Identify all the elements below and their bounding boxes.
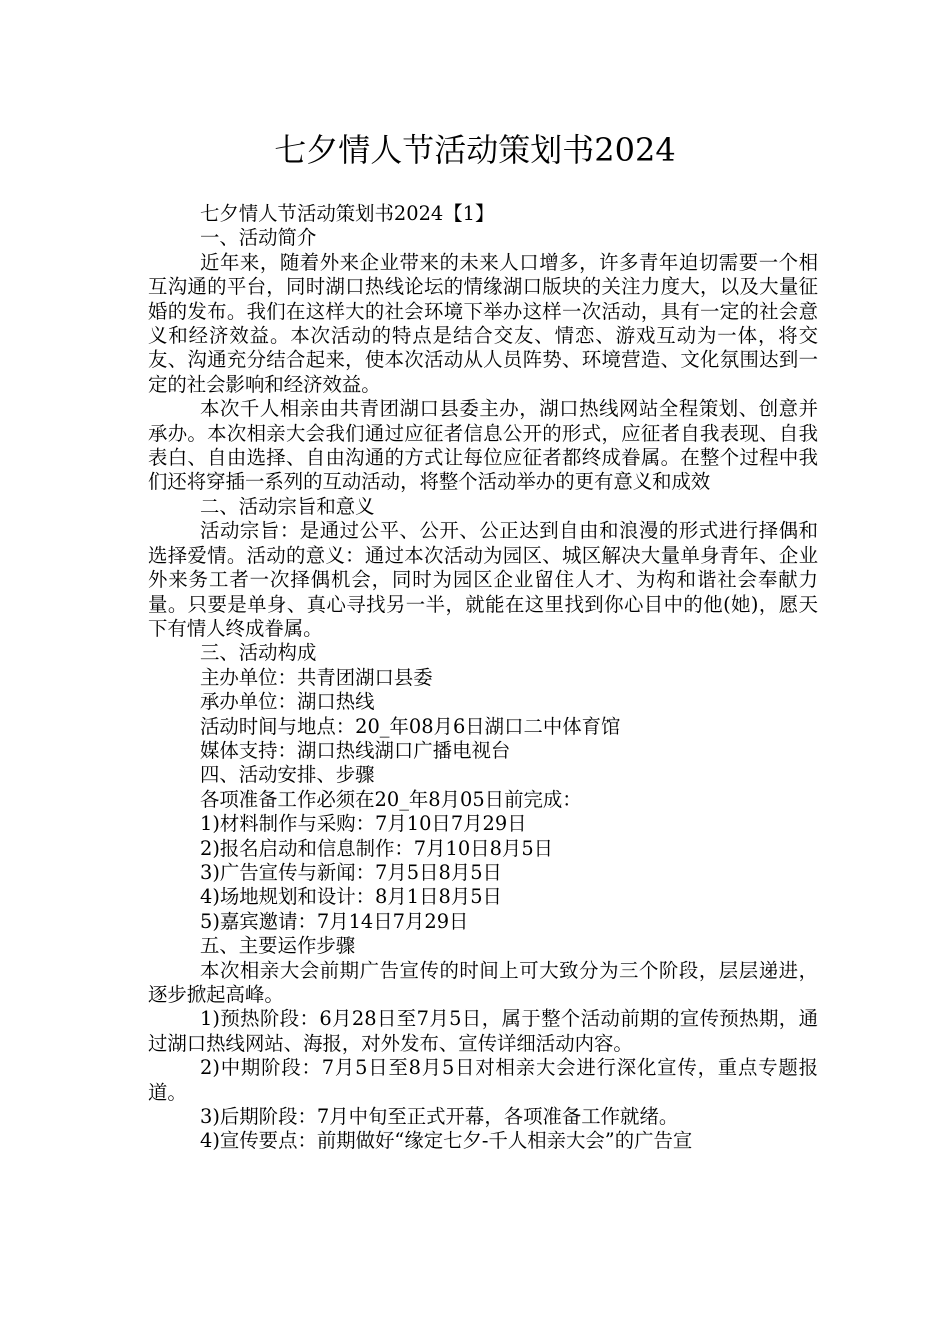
list-line: 承办单位：湖口热线 — [200, 690, 375, 714]
list-line: 各项准备工作必须在20_年8月05日前完成： — [200, 787, 582, 811]
section-heading-purpose: 二、活动宗旨和意义 — [200, 494, 375, 518]
list-line: 4)场地规划和设计：8月1日8月5日 — [200, 885, 502, 909]
paragraph: 本次千人相亲由共青团湖口县委主办，湖口热线网站全程策划、创意并承办。本次相亲大会我们通过应征者信息公开的形式，应征者自我表现、自我表白、自由选择、自由沟通的方式让每位应征者都终成眷属。在整个过程中我们还将穿插一系列的互动活动，将整个活动举办的更有意义和成效 — [148, 397, 818, 494]
list-line: 媒体支持：湖口热线湖口广播电视台 — [200, 738, 511, 762]
list-line: 主办单位：共青团湖口县委 — [200, 665, 433, 689]
paragraph: 近年来，随着外来企业带来的未来人口增多，许多青年迫切需要一个相互沟通的平台，同时湖口热线论坛的情缘湖口版块的关注力度大，以及大量征婚的发布。我们在这样大的社会环境下举办这样一次活动，具有一定的社会意义和经济效益。本次活动的特点是结合交友、情恋、游戏互动为一体，将交友、沟通充分结合起来，使本次活动从人员阵势、环境营造、文化氛围达到一定的社会影响和经济效益。 — [148, 250, 818, 396]
paragraph: 2)中期阶段：7月5日至8月5日对相亲大会进行深化宣传，重点专题报道。 — [148, 1056, 818, 1104]
section-subtitle: 七夕情人节活动策划书2024【1】 — [200, 202, 495, 225]
section-heading-schedule: 四、活动安排、步骤 — [200, 763, 375, 787]
list-line: 活动时间与地点：20_年08月6日湖口二中体育馆 — [200, 714, 621, 738]
section-heading-intro: 一、活动简介 — [200, 226, 317, 250]
section-heading-steps: 五、主要运作步骤 — [200, 934, 356, 958]
paragraph: 1)预热阶段：6月28日至7月5日，属于整个活动前期的宣传预热期，通过湖口热线网站、海报，对外发布、宣传详细活动内容。 — [148, 1007, 818, 1055]
list-line: 5)嘉宾邀请：7月14日7月29日 — [200, 909, 469, 933]
list-line: 3)后期阶段：7月中旬至正式开幕，各项准备工作就绪。 — [200, 1105, 679, 1129]
list-line: 4)宣传要点：前期做好“缘定七夕-千人相亲大会”的广告宣 — [200, 1129, 693, 1153]
list-line: 2)报名启动和信息制作：7月10日8月5日 — [200, 836, 554, 860]
paragraph: 活动宗旨：是通过公平、公开、公正达到自由和浪漫的形式进行择偶和选择爱情。活动的意义：通过本次活动为园区、城区解决大量单身青年、企业外来务工者一次择偶机会，同时为园区企业留住人才、为构和谐社会奉献力量。只要是单身、真心寻找另一半，就能在这里找到你心目中的他(她)，愿天下有情人终成眷属。 — [148, 519, 818, 640]
document-body — [148, 202, 818, 1154]
paragraph: 本次相亲大会前期广告宣传的时间上可大致分为三个阶段，层层递进，逐步掀起高峰。 — [148, 958, 818, 1006]
section-heading-composition: 三、活动构成 — [200, 641, 317, 665]
list-line: 1)材料制作与采购：7月10日7月29日 — [200, 812, 527, 836]
list-line: 3)广告宣传与新闻：7月5日8月5日 — [200, 860, 502, 884]
document-title: 七夕情人节活动策划书2024 — [274, 131, 676, 169]
